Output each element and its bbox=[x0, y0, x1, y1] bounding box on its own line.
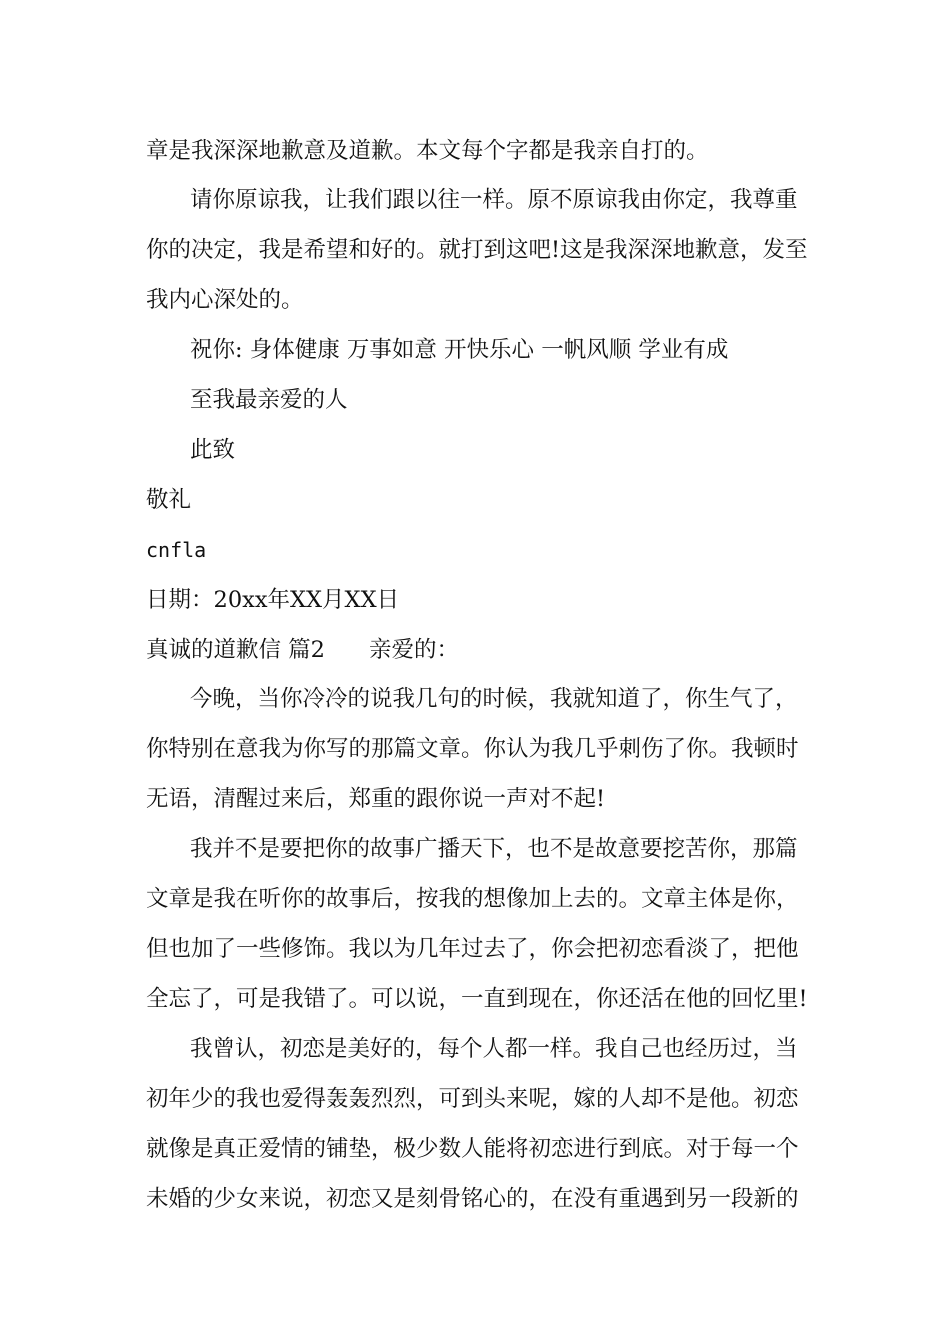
salutation-line: 敬礼 bbox=[146, 487, 192, 513]
paragraph-line: 我曾认，初恋是美好的，每个人都一样。我自己也经历过，当 bbox=[190, 1036, 798, 1062]
paragraph-line: 我内心深处的。 bbox=[146, 287, 304, 313]
paragraph-line: 请你原谅我，让我们跟以往一样。原不原谅我由你定，我尊重 bbox=[190, 187, 798, 213]
paragraph-line: 章是我深深地歉意及道歉。本文每个字都是我亲自打的。 bbox=[146, 138, 709, 164]
paragraph-line: 全忘了，可是我错了。可以说，一直到现在，你还活在他的回忆里! bbox=[146, 986, 808, 1012]
section-heading-line bbox=[146, 635, 459, 665]
paragraph-line: 但也加了一些修饰。我以为几年过去了，你会把初恋看淡了，把他 bbox=[146, 936, 799, 962]
paragraph-line: 你特别在意我为你写的那篇文章。你认为我几乎刺伤了你。我顿时 bbox=[146, 736, 799, 762]
signature-line: cnfla bbox=[146, 538, 207, 562]
paragraph-line: 你的决定，我是希望和好的。就打到这吧!这是我深深地歉意，发至 bbox=[146, 237, 808, 263]
paragraph-line: 未婚的少女来说，初恋又是刻骨铭心的，在没有重遇到另一段新的 bbox=[146, 1186, 799, 1212]
paragraph-line: 无语，清醒过来后，郑重的跟你说一声对不起! bbox=[146, 786, 606, 812]
paragraph-line: 今晚，当你冷冷的说我几句的时候，我就知道了，你生气了， bbox=[190, 686, 798, 712]
date-line: 日期：20xx年XX月XX日 bbox=[146, 587, 400, 613]
closing-line: 此致 bbox=[190, 437, 236, 463]
greeting: 亲爱的： bbox=[368, 637, 459, 663]
wishes-line: 祝你: 身体健康 万事如意 开快乐心 一帆风顺 学业有成 bbox=[190, 337, 729, 363]
paragraph-line: 文章是我在听你的故事后，按我的想像加上去的。文章主体是你， bbox=[146, 886, 799, 912]
paragraph-line: 初年少的我也爱得轰轰烈烈，可到头来呢，嫁的人却不是他。初恋 bbox=[146, 1086, 799, 1112]
section-heading: 真诚的道歉信 篇2 bbox=[146, 637, 325, 663]
paragraph-line: 我并不是要把你的故事广播天下，也不是故意要挖苦你，那篇 bbox=[190, 836, 798, 862]
recipient-line: 至我最亲爱的人 bbox=[190, 387, 348, 413]
paragraph-line: 就像是真正爱情的铺垫，极少数人能将初恋进行到底。对于每一个 bbox=[146, 1136, 799, 1162]
